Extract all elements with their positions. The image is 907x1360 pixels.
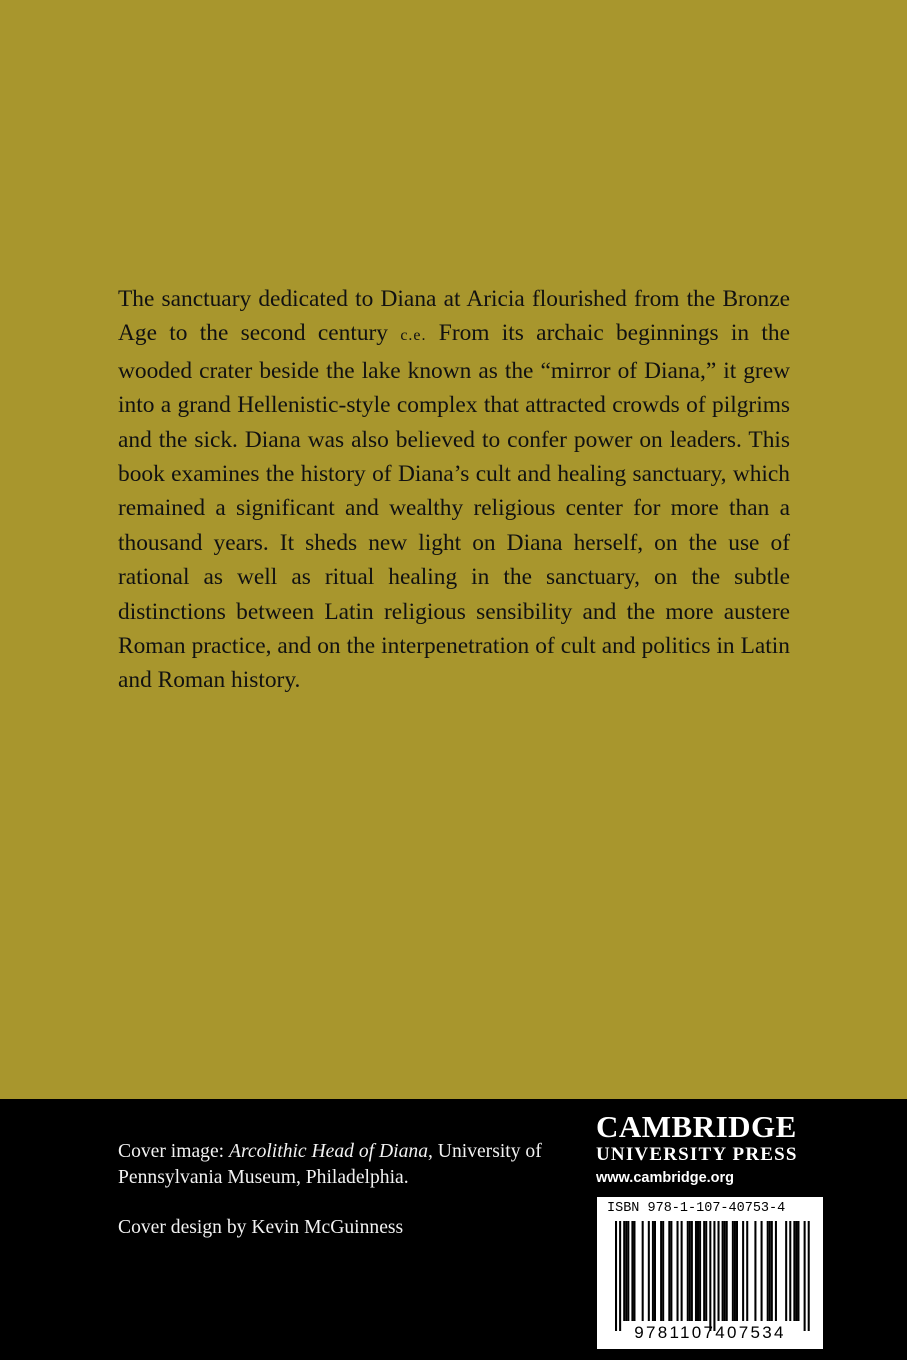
barcode-digits: 9781107407534 [634, 1323, 786, 1342]
cover-design-credit: Cover design by Kevin McGuinness [118, 1217, 404, 1238]
cover-credit-prefix: Cover image: [118, 1141, 229, 1162]
publisher-press: UNIVERSITY PRESS [596, 1144, 798, 1165]
barcode-bar [619, 1221, 621, 1331]
barcode-bar [724, 1221, 726, 1321]
barcode-bar [746, 1221, 748, 1321]
publisher-url: www.cambridge.org [596, 1170, 735, 1186]
barcode-bar [670, 1221, 672, 1321]
barcode-bar [697, 1221, 699, 1321]
barcode-bar [769, 1221, 771, 1321]
barcode-bar [808, 1221, 810, 1331]
barcode-bar [703, 1221, 705, 1321]
barcode-bar [789, 1221, 791, 1321]
barcode-bar [761, 1221, 763, 1321]
barcode-bar [662, 1221, 664, 1321]
barcode-bar [648, 1221, 650, 1321]
barcode-bar [775, 1221, 777, 1321]
barcode-bar [771, 1221, 773, 1321]
barcode-bar [742, 1221, 744, 1321]
isbn-barcode [597, 1197, 823, 1349]
blurb-text-rest: From its archaic beginnings in the wooded crater beside the lake known as the “mirror of Diana,” it grew into a grand Hellenistic-style complex that attracted crowds of pilgrims and the sick. Diana was also believed to confer power on leaders. This book examines the history of Diana’s cult and healing sanctuary, which remained a significant and wealthy religious center for more than a thousand years. It sheds new light on Diana herself, on the use of rational as well as ritual healing in the sanctuary, on the subtle distinctions between Latin religious sensibility and the more austere Roman practice, and on the interpenetration of cult and politics in Latin and Roman history. [118, 320, 790, 694]
footer-band [0, 1099, 907, 1360]
barcode-bar [709, 1221, 711, 1331]
barcode-bar [736, 1221, 738, 1321]
barcode-bar [681, 1221, 683, 1321]
era-abbreviation: c.e. [400, 327, 427, 345]
barcode-bar [623, 1221, 625, 1321]
publisher-logo [596, 1109, 824, 1188]
barcode-bar [631, 1221, 633, 1321]
barcode-bar [642, 1221, 644, 1321]
barcode-bar [722, 1221, 724, 1321]
barcode-bar [627, 1221, 629, 1321]
barcode-bar [695, 1221, 697, 1321]
barcode-bar [713, 1221, 715, 1331]
cover-image-credit [118, 1139, 558, 1191]
barcode-bar [732, 1221, 734, 1321]
barcode-bar [687, 1221, 689, 1321]
barcode-bar [625, 1221, 627, 1321]
barcode-bar [718, 1221, 720, 1321]
barcode-bar [699, 1221, 701, 1321]
barcode-bar [795, 1221, 797, 1321]
cover-credit-suffix: , University of Pennsylvania Museum, Philadelphia. [118, 1141, 542, 1188]
barcode-bar [689, 1221, 691, 1321]
barcode-bar [767, 1221, 769, 1321]
publisher-name: CAMBRIDGE [596, 1109, 797, 1144]
barcode-bar [804, 1221, 806, 1331]
barcode-bar [785, 1221, 787, 1321]
barcode-bar [793, 1221, 795, 1321]
barcode-bar [633, 1221, 635, 1321]
barcode-bar [754, 1221, 756, 1321]
barcode-bar [734, 1221, 736, 1321]
barcode-bar [615, 1221, 617, 1331]
barcode-bar [705, 1221, 707, 1321]
back-cover-blurb [118, 282, 790, 698]
barcode-bar [691, 1221, 693, 1321]
cover-artwork-title: Arcolithic Head of Diana [229, 1141, 428, 1162]
barcode-bar [726, 1221, 728, 1321]
isbn-label: ISBN 978-1-107-40753-4 [607, 1201, 786, 1216]
barcode-bar [652, 1221, 654, 1321]
barcode-bar [660, 1221, 662, 1321]
barcode-bar [797, 1221, 799, 1321]
barcode-bar [668, 1221, 670, 1321]
barcode-bar [677, 1221, 679, 1321]
barcode-bar [654, 1221, 656, 1321]
blurb-text-start: The sanctuary dedicated to Diana at Aricia flourished from the Bronze Age to the second century [118, 286, 790, 347]
